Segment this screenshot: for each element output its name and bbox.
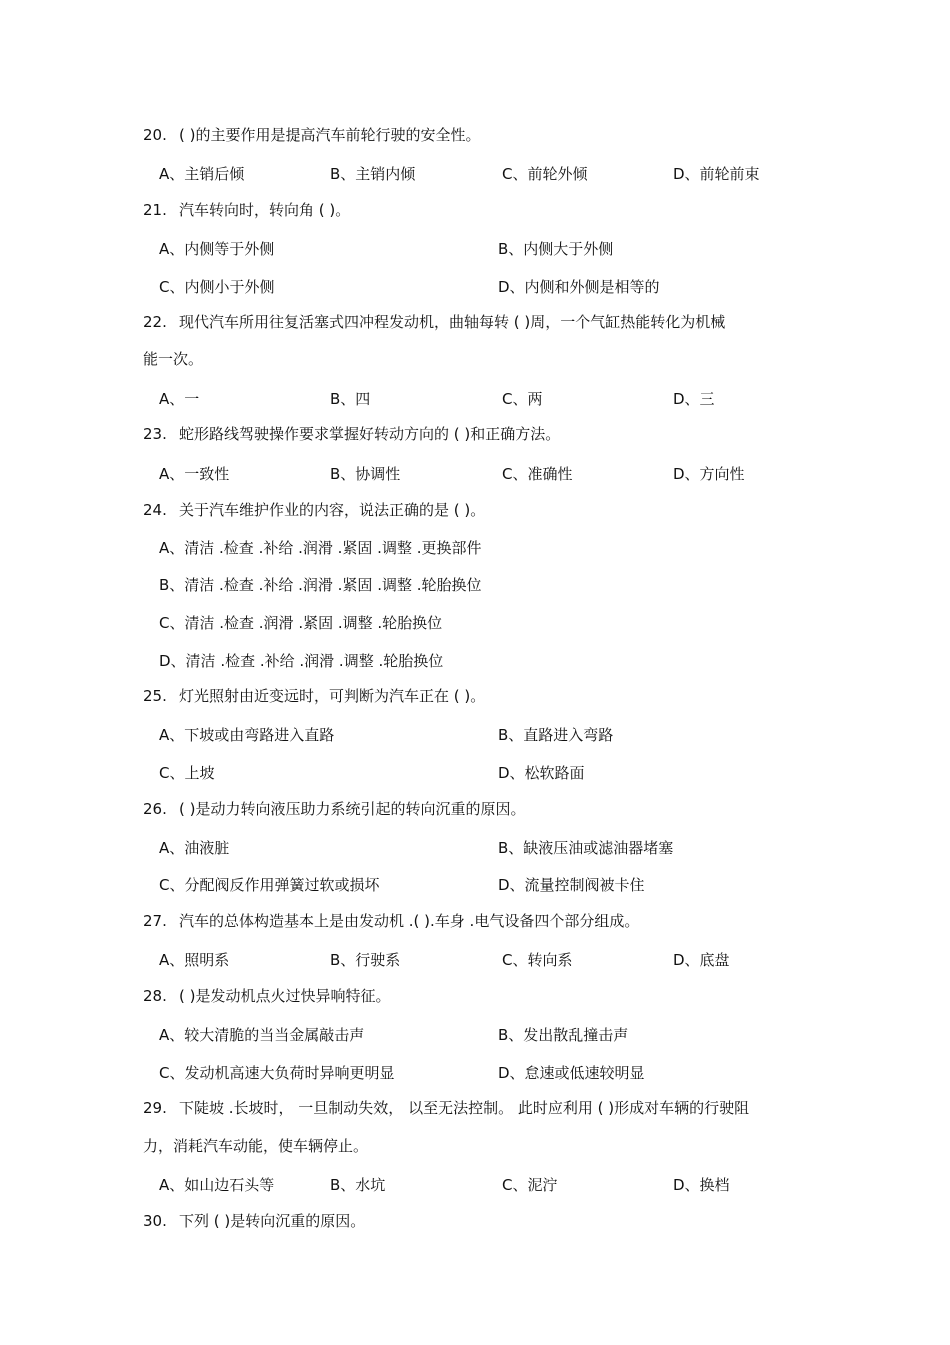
- question-number: 25.: [143, 687, 167, 705]
- question-text: ( )是动力转向液压助力系统引起的转向沉重的原因。: [179, 800, 526, 818]
- option-d: D、流量控制阀被卡住: [498, 876, 645, 894]
- option-b: B、直路进入弯路: [498, 726, 614, 744]
- option-a: A、油液脏: [159, 839, 230, 857]
- question-text: 灯光照射由近变远时，可判断为汽车正在 ( )。: [179, 687, 486, 705]
- option-a: A、主销后倾: [159, 165, 245, 183]
- option-b: B、缺液压油或滤油器堵塞: [498, 839, 674, 857]
- question-number: 27.: [143, 912, 167, 930]
- question-number: 26.: [143, 800, 167, 818]
- question-text: 现代汽车所用往复活塞式四冲程发动机，曲轴每转 ( )周，一个气缸热能转化为机械: [179, 313, 726, 331]
- option-a: A、较大清脆的当当金属敲击声: [159, 1026, 365, 1044]
- option-d: D、前轮前束: [673, 165, 760, 183]
- option-b: B、发出散乱撞击声: [498, 1026, 629, 1044]
- option-c: C、前轮外倾: [502, 165, 588, 183]
- question-text: 汽车转向时，转向角 ( )。: [179, 201, 351, 219]
- question-text: 汽车的总体构造基本上是由发动机 .( ).车身 .电气设备四个部分组成。: [179, 912, 640, 930]
- option-c: C、泥泞: [502, 1176, 558, 1194]
- question-text: ( )的主要作用是提高汽车前轮行驶的安全性。: [179, 126, 481, 144]
- question-text-cont: 能一次。: [143, 350, 204, 368]
- question-number: 22.: [143, 313, 167, 331]
- option-c: C、准确性: [502, 465, 573, 483]
- option-a: A、下坡或由弯路进入直路: [159, 726, 335, 744]
- question-number: 20.: [143, 126, 167, 144]
- question-number: 30.: [143, 1212, 167, 1230]
- option-d: D、三: [673, 390, 715, 408]
- option-c: C、分配阀反作用弹簧过软或损坏: [159, 876, 380, 894]
- option-c: C、两: [502, 390, 543, 408]
- option-b: B、水坑: [330, 1176, 386, 1194]
- option-c: C、发动机高速大负荷时异响更明显: [159, 1064, 395, 1082]
- option-c: C、转向系: [502, 951, 573, 969]
- question-number: 28.: [143, 987, 167, 1005]
- question-text: ( )是发动机点火过快异响特征。: [179, 987, 391, 1005]
- option-a: A、照明系: [159, 951, 230, 969]
- option-b: B、行驶系: [330, 951, 401, 969]
- option-d: D、怠速或低速较明显: [498, 1064, 645, 1082]
- option-c: C、清洁 .检查 .润滑 .紧固 .调整 .轮胎换位: [159, 614, 443, 632]
- option-a: A、一致性: [159, 465, 230, 483]
- option-d: D、底盘: [673, 951, 730, 969]
- option-d: D、清洁 .检查 .补给 .润滑 .调整 .轮胎换位: [159, 652, 444, 670]
- question-text: 蛇形路线驾驶操作要求掌握好转动方向的 ( )和正确方法。: [179, 425, 561, 443]
- option-a: A、内侧等于外侧: [159, 240, 275, 258]
- option-b: B、内侧大于外侧: [498, 240, 614, 258]
- option-d: D、松软路面: [498, 764, 585, 782]
- option-a: A、一: [159, 390, 200, 408]
- question-text: 下列 ( )是转向沉重的原因。: [179, 1212, 366, 1230]
- option-c: C、内侧小于外侧: [159, 278, 275, 296]
- question-number: 21.: [143, 201, 167, 219]
- question-text: 关于汽车维护作业的内容，说法正确的是 ( )。: [179, 501, 486, 519]
- option-d: D、内侧和外侧是相等的: [498, 278, 660, 296]
- question-text-cont: 力，消耗汽车动能，使车辆停止。: [143, 1137, 369, 1155]
- option-c: C、上坡: [159, 764, 215, 782]
- question-text: 下陡坡 .长坡时， 一旦制动失效， 以至无法控制。 此时应利用 ( )形成对车辆的行驶阻: [179, 1099, 750, 1117]
- option-a: A、如山边石头等: [159, 1176, 275, 1194]
- question-number: 23.: [143, 425, 167, 443]
- option-a: A、清洁 .检查 .补给 .润滑 .紧固 .调整 .更换部件: [159, 539, 482, 557]
- option-b: B、四: [330, 390, 371, 408]
- option-b: B、协调性: [330, 465, 401, 483]
- option-b: B、清洁 .检查 .补给 .润滑 .紧固 .调整 .轮胎换位: [159, 576, 482, 594]
- option-d: D、换档: [673, 1176, 730, 1194]
- option-b: B、主销内倾: [330, 165, 416, 183]
- option-d: D、方向性: [673, 465, 745, 483]
- question-number: 29.: [143, 1099, 167, 1117]
- question-number: 24.: [143, 501, 167, 519]
